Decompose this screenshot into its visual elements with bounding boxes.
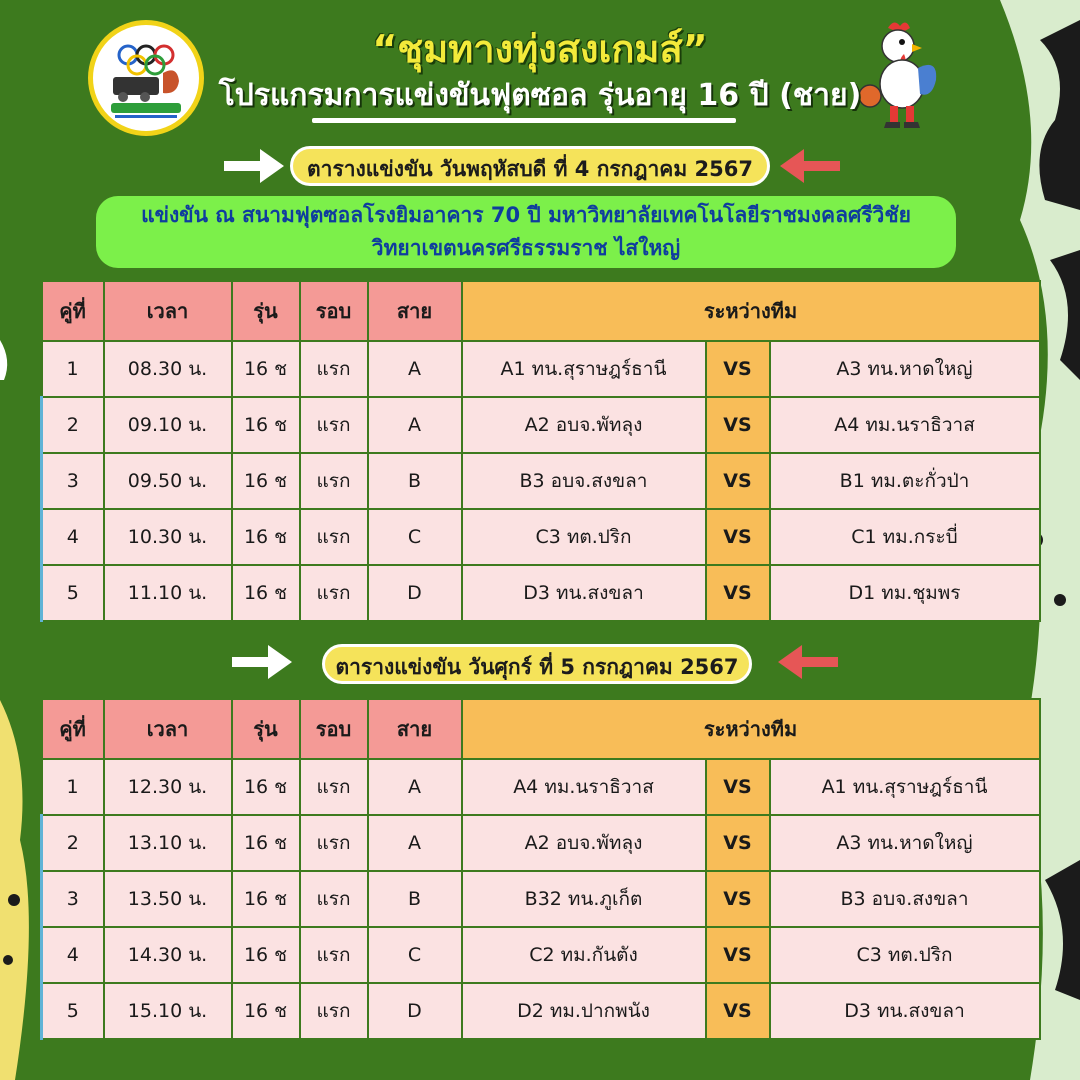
vs-label: VS bbox=[706, 565, 770, 621]
match-time: 10.30 น. bbox=[104, 509, 232, 565]
arrow-right-icon bbox=[222, 146, 286, 186]
match-round: แรก bbox=[300, 815, 368, 871]
left-splash-decoration bbox=[0, 0, 40, 1080]
home-team: D3 ทน.สงขลา bbox=[462, 565, 706, 621]
match-age: 16 ช bbox=[232, 759, 300, 815]
match-round: แรก bbox=[300, 983, 368, 1039]
table-row bbox=[42, 509, 1040, 565]
day1-date-label: ตารางแข่งขัน วันพฤหัสบดี ที่ 4 กรกฎาคม 2567 bbox=[290, 146, 770, 186]
match-age: 16 ช bbox=[232, 983, 300, 1039]
match-age: 16 ช bbox=[232, 871, 300, 927]
home-team: A4 ทม.นราธิวาส bbox=[462, 759, 706, 815]
vs-label: VS bbox=[706, 815, 770, 871]
vs-label: VS bbox=[706, 927, 770, 983]
day1-schedule-table bbox=[40, 280, 1041, 622]
away-team: A3 ทน.หาดใหญ่ bbox=[770, 815, 1040, 871]
away-team: A1 ทน.สุราษฎร์ธานี bbox=[770, 759, 1040, 815]
match-round: แรก bbox=[300, 509, 368, 565]
match-time: 15.10 น. bbox=[104, 983, 232, 1039]
match-round: แรก bbox=[300, 759, 368, 815]
home-team: A2 อบจ.พัทลุง bbox=[462, 815, 706, 871]
away-team: A3 ทน.หาดใหญ่ bbox=[770, 341, 1040, 397]
match-number: 5 bbox=[42, 983, 104, 1039]
col-header-pair: คู่ที่ bbox=[42, 281, 104, 341]
col-header-round: รอบ bbox=[300, 699, 368, 759]
venue-line-1: แข่งขัน ณ สนามฟุตซอลโรงยิมอาคาร 70 ปี มหาวิทยาลัยเทคโนโลยีราชมงคลศรีวิชัย bbox=[141, 203, 911, 227]
match-age: 16 ช bbox=[232, 565, 300, 621]
vs-label: VS bbox=[706, 871, 770, 927]
col-header-age: รุ่น bbox=[232, 281, 300, 341]
col-header-time: เวลา bbox=[104, 281, 232, 341]
event-title: “ชุมทางทุ่งสงเกมส์” bbox=[372, 27, 708, 71]
col-header-group: สาย bbox=[368, 281, 462, 341]
match-number: 4 bbox=[42, 509, 104, 565]
match-number: 1 bbox=[42, 759, 104, 815]
match-time: 13.50 น. bbox=[104, 871, 232, 927]
home-team: A1 ทน.สุราษฎร์ธานี bbox=[462, 341, 706, 397]
match-round: แรก bbox=[300, 871, 368, 927]
away-team: D3 ทน.สงขลา bbox=[770, 983, 1040, 1039]
match-number: 3 bbox=[42, 453, 104, 509]
home-team: C3 ทต.ปริก bbox=[462, 509, 706, 565]
col-header-age: รุ่น bbox=[232, 699, 300, 759]
match-time: 12.30 น. bbox=[104, 759, 232, 815]
away-team: B1 ทม.ตะกั่วป่า bbox=[770, 453, 1040, 509]
match-group: A bbox=[368, 397, 462, 453]
match-number: 1 bbox=[42, 341, 104, 397]
match-time: 08.30 น. bbox=[104, 341, 232, 397]
table-row bbox=[42, 565, 1040, 621]
vs-label: VS bbox=[706, 341, 770, 397]
home-team: A2 อบจ.พัทลุง bbox=[462, 397, 706, 453]
arrow-left-icon bbox=[776, 642, 840, 682]
vs-label: VS bbox=[706, 397, 770, 453]
match-age: 16 ช bbox=[232, 927, 300, 983]
match-time: 14.30 น. bbox=[104, 927, 232, 983]
match-round: แรก bbox=[300, 565, 368, 621]
home-team: B3 อบจ.สงขลา bbox=[462, 453, 706, 509]
match-group: D bbox=[368, 983, 462, 1039]
arrow-left-icon bbox=[778, 146, 842, 186]
table-header-row bbox=[42, 281, 1040, 341]
table-header-row bbox=[42, 699, 1040, 759]
match-group: B bbox=[368, 453, 462, 509]
match-group: D bbox=[368, 565, 462, 621]
match-age: 16 ช bbox=[232, 815, 300, 871]
program-subtitle: โปรแกรมการแข่งขันฟุตซอล รุ่นอายุ 16 ปี (ชาย) bbox=[218, 78, 862, 113]
col-header-group: สาย bbox=[368, 699, 462, 759]
match-number: 4 bbox=[42, 927, 104, 983]
match-time: 13.10 น. bbox=[104, 815, 232, 871]
venue-banner bbox=[96, 196, 956, 268]
vs-label: VS bbox=[706, 983, 770, 1039]
match-number: 3 bbox=[42, 871, 104, 927]
table-row bbox=[42, 815, 1040, 871]
away-team: D1 ทม.ชุมพร bbox=[770, 565, 1040, 621]
vs-label: VS bbox=[706, 759, 770, 815]
match-group: C bbox=[368, 927, 462, 983]
col-header-pair: คู่ที่ bbox=[42, 699, 104, 759]
col-header-teams: ระหว่างทีม bbox=[462, 281, 1040, 341]
match-age: 16 ช bbox=[232, 453, 300, 509]
match-age: 16 ช bbox=[232, 397, 300, 453]
match-time: 11.10 น. bbox=[104, 565, 232, 621]
table-row bbox=[42, 871, 1040, 927]
match-round: แรก bbox=[300, 927, 368, 983]
table-row bbox=[42, 927, 1040, 983]
away-team: B3 อบจ.สงขลา bbox=[770, 871, 1040, 927]
match-group: A bbox=[368, 341, 462, 397]
day2-date-label: ตารางแข่งขัน วันศุกร์ ที่ 5 กรกฎาคม 2567 bbox=[322, 644, 752, 684]
table-row bbox=[42, 983, 1040, 1039]
away-team: C3 ทต.ปริก bbox=[770, 927, 1040, 983]
arrow-right-icon bbox=[230, 642, 294, 682]
match-group: C bbox=[368, 509, 462, 565]
away-team: C1 ทม.กระบี่ bbox=[770, 509, 1040, 565]
away-team: A4 ทม.นราธิวาส bbox=[770, 397, 1040, 453]
table-row bbox=[42, 759, 1040, 815]
match-group: B bbox=[368, 871, 462, 927]
title-underline bbox=[312, 118, 736, 123]
home-team: C2 ทม.กันตัง bbox=[462, 927, 706, 983]
match-number: 5 bbox=[42, 565, 104, 621]
match-age: 16 ช bbox=[232, 341, 300, 397]
match-time: 09.50 น. bbox=[104, 453, 232, 509]
match-number: 2 bbox=[42, 397, 104, 453]
col-header-time: เวลา bbox=[104, 699, 232, 759]
venue-line-2: วิทยาเขตนครศรีธรรมราช ไสใหญ่ bbox=[371, 236, 681, 260]
table-row bbox=[42, 453, 1040, 509]
match-age: 16 ช bbox=[232, 509, 300, 565]
table-row bbox=[42, 341, 1040, 397]
day2-schedule-table bbox=[40, 698, 1041, 1040]
match-group: A bbox=[368, 815, 462, 871]
col-header-teams: ระหว่างทีม bbox=[462, 699, 1040, 759]
match-round: แรก bbox=[300, 397, 368, 453]
match-round: แรก bbox=[300, 453, 368, 509]
match-group: A bbox=[368, 759, 462, 815]
match-round: แรก bbox=[300, 341, 368, 397]
col-header-round: รอบ bbox=[300, 281, 368, 341]
table-row bbox=[42, 397, 1040, 453]
home-team: D2 ทม.ปากพนัง bbox=[462, 983, 706, 1039]
vs-label: VS bbox=[706, 453, 770, 509]
match-time: 09.10 น. bbox=[104, 397, 232, 453]
home-team: B32 ทน.ภูเก็ต bbox=[462, 871, 706, 927]
match-number: 2 bbox=[42, 815, 104, 871]
vs-label: VS bbox=[706, 509, 770, 565]
